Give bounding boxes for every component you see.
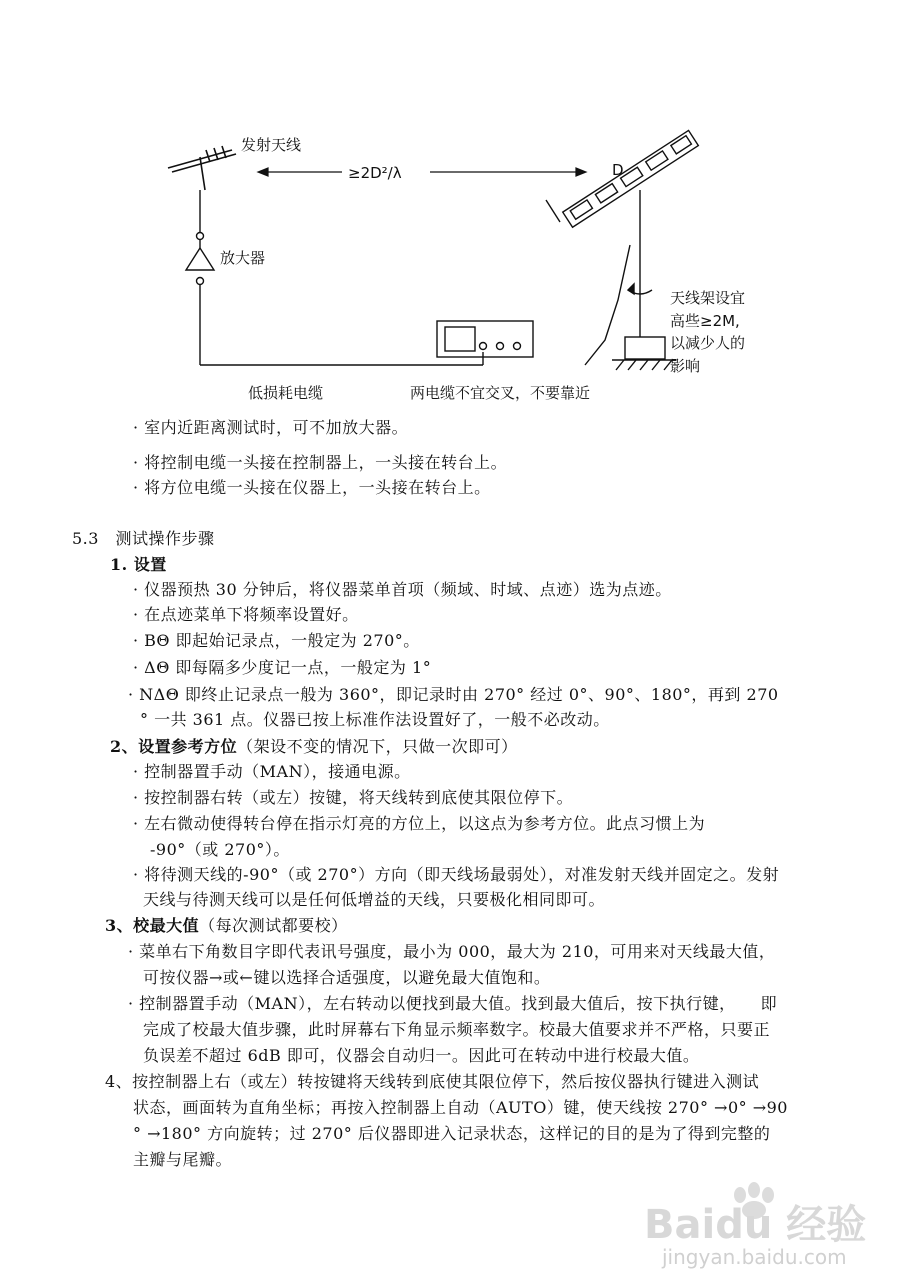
body-line: · 将方位电缆一头接在仪器上，一头接在转台上。 (133, 478, 491, 497)
body-line: · 将控制电缆一头接在控制器上，一头接在转台上。 (133, 453, 508, 472)
body-line: 完成了校最大值步骤，此时屏幕右下角显示频率数字。校最大值要求并不严格，只要正 (143, 1020, 771, 1039)
watermark-logo: Baidu 经验 (644, 1202, 867, 1248)
transmit-antenna-icon (168, 146, 236, 190)
distance-arrow (258, 168, 586, 176)
body-line: · 室内近距离测试时，可不加放大器。 (133, 418, 409, 437)
body-line: 天线与待测天线可以是任何低增益的天线，只要极化相同即可。 (143, 890, 606, 909)
step-heading: 1. 设置 (110, 555, 167, 574)
step-heading-row (105, 916, 348, 936)
body-line: ° →180° 方向旋转；过 270° 后仪器即进入记录状态，这样记的目的是为了得到完整的 (133, 1124, 771, 1143)
mount-note-line-1: 天线架设宜 (670, 289, 746, 307)
step-heading-row (110, 737, 518, 757)
body-line: · 控制器置手动（MAN），接通电源。 (133, 762, 411, 781)
amplifier-label: 放大器 (220, 249, 266, 267)
antenna-test-diagram (0, 0, 904, 420)
body-line: ° 一共 361 点。仪器已按上标准作法设置好了，一般不必改动。 (140, 710, 610, 729)
body-line: · NΔΘ 即终止记录点一般为 360°，即记录时由 270° 经过 0°、90°、180°，再到 270 (128, 685, 779, 704)
step-heading: 2、设置参考方位 (110, 737, 238, 756)
amplifier-icon (186, 248, 214, 270)
body-line: -90°（或 270°）。 (150, 840, 290, 859)
body-line: 可按仪器→或←键以选择合适强度，以避免最大值饱和。 (143, 968, 551, 987)
distance-label: ≥2D²/λ (348, 164, 402, 182)
body-line: · 控制器置手动（MAN），左右转动以便找到最大值。找到最大值后，按下执行键， 即 (128, 994, 778, 1013)
turntable-icon (612, 337, 676, 370)
mount-note-line-2: 高些≥2M, (670, 312, 740, 330)
cable-label: 低损耗电缆 (248, 384, 324, 402)
body-line: · 菜单右下角数目字即代表讯号强度，最小为 000，最大为 210，可用来对天线最大值， (128, 942, 776, 961)
body-line: · ΔΘ 即每隔多少度记一点，一般定为 1° (133, 658, 432, 677)
body-line: · 按控制器右转（或左）按键，将天线转到底使其限位停下。 (133, 788, 574, 807)
step-heading: 3、校最大值 (105, 916, 200, 935)
section-heading: 5.3 测试操作步骤 (72, 529, 215, 548)
cable-cross-label: 两电缆不宜交叉，不要靠近 (410, 384, 591, 402)
body-line: 状态，画面转为直角坐标；再按入控制器上自动（AUTO）键，使天线按 270° →0° →90 (133, 1098, 788, 1117)
watermark-url: jingyan.baidu.com (662, 1245, 847, 1269)
step-heading-note: （每次测试都要校） (199, 916, 348, 935)
tx-antenna-label: 发射天线 (241, 136, 302, 154)
step-4-line: 4、按控制器上右（或左）转按键将天线转到底使其限位停下，然后按仪器执行键进入测试 (105, 1072, 760, 1091)
step-heading-note: （架设不变的情况下，只做一次即可） (237, 737, 518, 756)
mount-note-line-4: 影响 (670, 357, 701, 375)
body-line: · 左右微动使得转台停在指示灯亮的方位上，以这点为参考方位。此点习惯上为 (133, 814, 706, 833)
body-line: · BΘ 即起始记录点，一般定为 270°。 (133, 631, 420, 650)
body-line: 负误差不超过 6dB 即可，仪器会自动归一。因此可在转动中进行校最大值。 (143, 1046, 700, 1065)
instrument-icon (437, 321, 533, 357)
mount-note-line-3: 以减少人的 (670, 334, 746, 352)
body-line: · 将待测天线的-90°（或 270°）方向（即天线场最弱处），对准发射天线并固定之。发射 (133, 865, 780, 884)
body-line: · 仪器预热 30 分钟后，将仪器菜单首项（频域、时域、点迹）选为点迹。 (133, 580, 672, 599)
body-line: 主瓣与尾瓣。 (133, 1150, 233, 1169)
baidu-watermark (640, 1180, 870, 1270)
body-line: · 在点迹菜单下将频率设置好。 (133, 605, 359, 624)
dimension-d-label: D (612, 161, 624, 179)
